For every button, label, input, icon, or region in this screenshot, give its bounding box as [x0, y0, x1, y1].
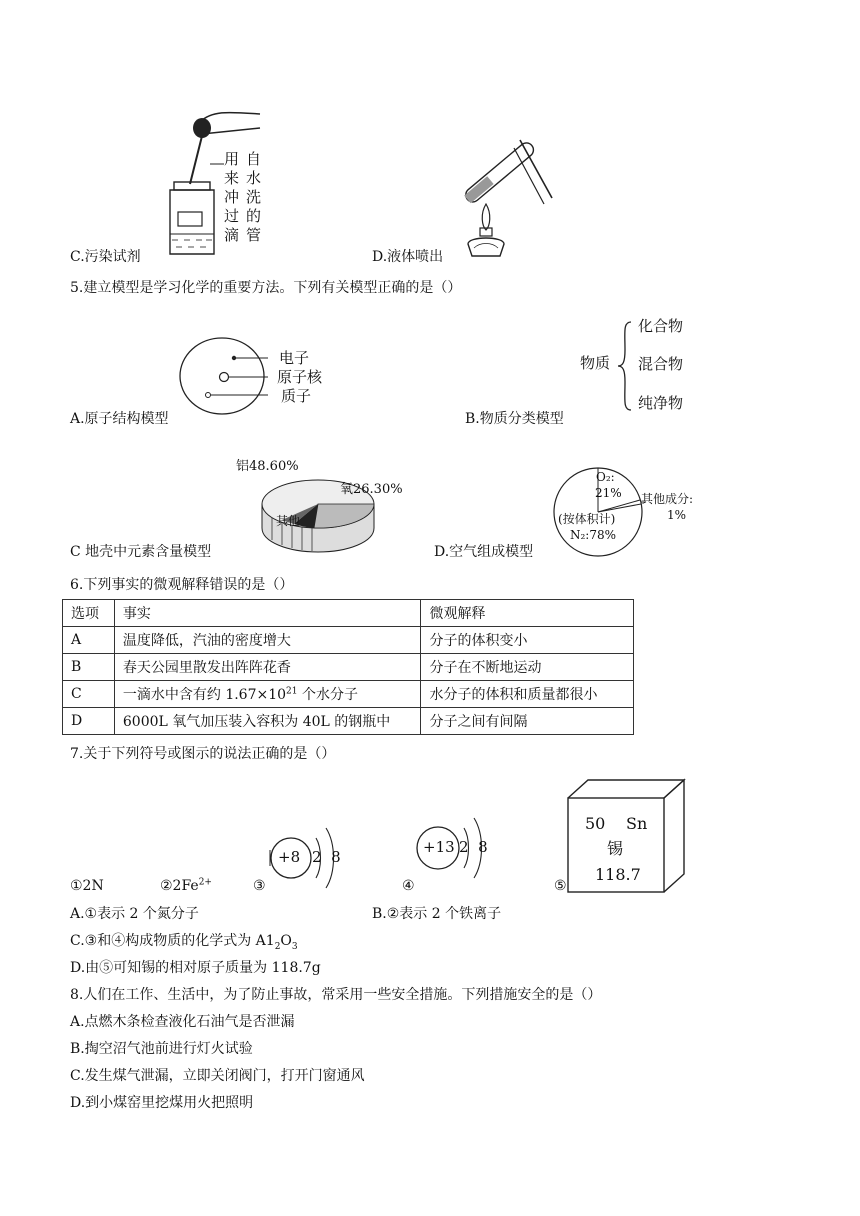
element-name: 锡 — [607, 839, 624, 858]
table-row — [63, 627, 634, 654]
atom-label-electron: 电子 — [279, 349, 310, 367]
q8-option-d: D.到小煤窑里挖煤用火把照明 — [70, 1095, 254, 1111]
symbol-5: ⑤ — [554, 878, 567, 894]
atom-label-nucleus: 原子核 — [277, 368, 323, 386]
symbol-1: ①2N — [70, 878, 104, 894]
symbol-4: ④ — [402, 878, 415, 894]
atom-structure-figure — [178, 334, 268, 418]
ion3-shells: 2 8 — [312, 848, 341, 866]
air-label-o2: O₂: — [596, 470, 615, 484]
ion3-nucleus: +8 — [278, 848, 301, 866]
element-number: 50 — [585, 814, 606, 833]
classify-item-2: 混合物 — [638, 355, 684, 373]
question-8: 8.人们在工作、生活中，为了防止事故，常采用一些安全措施。下列措施安全的是（） — [70, 987, 602, 1003]
air-label-other-pct: 1% — [667, 508, 687, 522]
air-label-note: (按体积计) — [558, 512, 616, 526]
q4-option-c: C.污染试剂 — [70, 249, 141, 265]
q7-option-c: C.③和④构成物质的化学式为 $A1_2O_3$ — [70, 933, 298, 952]
element-symbol: Sn — [626, 814, 648, 833]
table-cell: A — [63, 627, 115, 654]
table-header-row — [63, 600, 634, 627]
q7-option-d: D.由⑤可知锡的相对原子质量为 118.7g — [70, 960, 321, 976]
q7-option-b: B.②表示 2 个铁离子 — [372, 906, 502, 922]
q7-option-a: A.①表示 2 个氮分子 — [70, 906, 199, 922]
table-cell: B — [63, 654, 115, 681]
table-row — [63, 681, 634, 708]
table-cell: 一滴水中含有约 $1.67\times 10^{21}$ 个水分子 — [114, 681, 421, 708]
table-cell: 分子的体积变小 — [421, 627, 634, 654]
facts-table — [62, 599, 634, 735]
table-header: 事实 — [114, 600, 421, 627]
air-label-n2: N₂:78% — [570, 528, 617, 542]
element-mass: 118.7 — [595, 865, 641, 884]
symbol-2: $②2Fe^{2+}$ — [160, 877, 212, 894]
q5-option-c: C 地壳中元素含量模型 — [70, 544, 212, 560]
q8-option-b: B.掏空沼气池前进行灯火试验 — [70, 1041, 253, 1057]
table-cell: C — [63, 681, 115, 708]
table-cell: 春天公园里散发出阵阵花香 — [114, 654, 421, 681]
ion4-shells: 2 8 — [459, 838, 488, 856]
pie-label-o: 氧26.30% — [340, 482, 403, 497]
q5-option-d: D.空气组成模型 — [434, 544, 534, 560]
classify-item-1: 化合物 — [638, 317, 684, 335]
table-cell: 6000L 氧气加压装入容积为 40L 的钢瓶中 — [114, 708, 421, 735]
q5-option-a: A.原子结构模型 — [70, 411, 169, 427]
brace-icon — [615, 320, 635, 412]
pie-label-other: 其他 — [276, 514, 301, 528]
table-cell: 温度降低，汽油的密度增大 — [114, 627, 421, 654]
q4-option-d: D.液体喷出 — [372, 249, 444, 265]
table-row — [63, 654, 634, 681]
table-header: 选项 — [63, 600, 115, 627]
classify-item-3: 纯净物 — [638, 394, 684, 412]
question-5: 5.建立模型是学习化学的重要方法。下列有关模型正确的是（） — [70, 280, 462, 296]
heating-test-tube-figure — [440, 126, 560, 262]
symbol-3: ③ — [253, 878, 266, 894]
air-label-other: 其他成分: — [641, 492, 694, 506]
ion4-nucleus: +13 — [423, 838, 455, 856]
q8-option-a: A.点燃木条检查液化石油气是否泄漏 — [70, 1014, 295, 1030]
air-label-o2-pct: 21% — [595, 486, 622, 500]
table-cell: 水分子的体积和质量都很小 — [421, 681, 634, 708]
table-cell: D — [63, 708, 115, 735]
pie-label-al: 铝48.60% — [236, 459, 299, 474]
question-6: 6.下列事实的微观解释错误的是（） — [70, 577, 294, 593]
q8-option-c: C.发生煤气泄漏，立即关闭阀门，打开门窗通风 — [70, 1068, 365, 1084]
q5-option-b: B.物质分类模型 — [465, 411, 564, 427]
table-cell: 分子之间有间隔 — [421, 708, 634, 735]
table-header: 微观解释 — [421, 600, 634, 627]
classify-root: 物质 — [580, 354, 611, 372]
table-cell: 分子在不断地运动 — [421, 654, 634, 681]
atom-label-proton: 质子 — [281, 387, 312, 405]
table-row — [63, 708, 634, 735]
question-7: 7.关于下列符号或图示的说法正确的是（） — [70, 746, 336, 762]
